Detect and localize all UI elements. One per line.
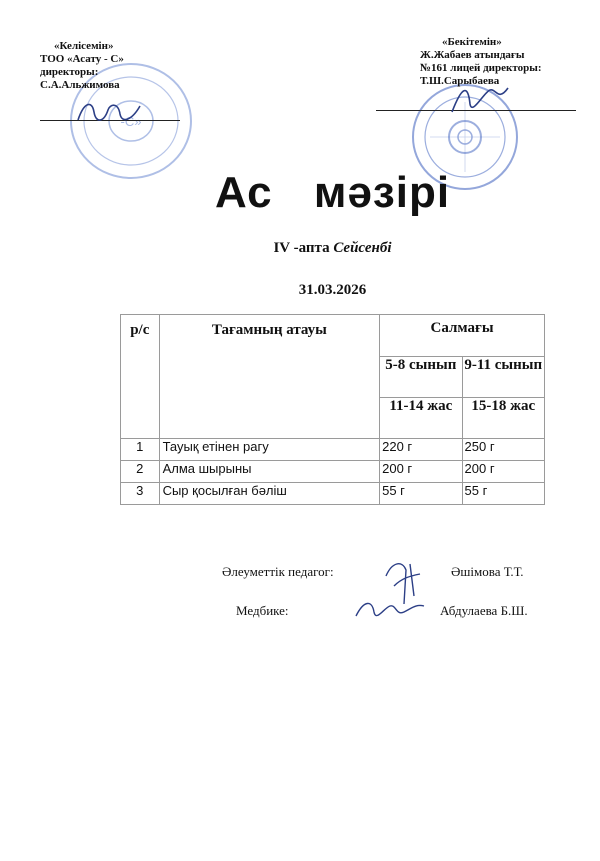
approval-left-heading: «Келісемін»	[54, 40, 114, 52]
row-weight-1: 200 г	[380, 461, 462, 483]
approval-right-position: №161 лицей директоры:	[420, 62, 542, 74]
group-grade-1: 5-8 сынып	[380, 357, 462, 398]
table-row	[121, 483, 545, 505]
week-day: Сейсенбі	[333, 240, 392, 256]
table-row	[121, 461, 545, 483]
page-title: Ас мәзірі	[214, 168, 451, 217]
svg-text:-С»: -С»	[120, 114, 142, 129]
row-dish: Сыр қосылған бәліш	[159, 483, 380, 505]
week-label: IV -апта	[273, 240, 330, 256]
approval-right-heading: «Бекітемін»	[442, 36, 502, 48]
menu-table	[120, 314, 545, 505]
row-no: 3	[121, 483, 160, 505]
row-weight-2: 200 г	[462, 461, 544, 483]
col-header-weight: Салмағы	[380, 315, 545, 357]
col-header-name: Тағамның атауы	[159, 315, 380, 439]
group-grade-2: 9-11 сынып	[462, 357, 544, 398]
approval-left-name: С.А.Альжимова	[40, 79, 120, 91]
approval-right	[420, 36, 542, 88]
footer-name-2: Абдулаева Б.Ш.	[440, 603, 528, 618]
right-signature	[448, 82, 512, 122]
group-age-2: 15-18 жас	[462, 398, 544, 439]
approval-right-name: Т.Ш.Сарыбаева	[420, 75, 500, 87]
table-row	[121, 439, 545, 461]
row-dish: Тауық етінен рагу	[159, 439, 380, 461]
footer-name-1: Әшімова Т.Т.	[451, 564, 524, 579]
row-dish: Алма шырыны	[159, 461, 380, 483]
row-weight-1: 220 г	[380, 439, 462, 461]
approval-right-school: Ж.Жабаев атындағы	[420, 49, 525, 61]
left-signature	[74, 96, 144, 130]
footer-role-2: Медбике:	[236, 603, 289, 618]
approval-left	[40, 40, 124, 92]
footer-role-1: Әлеуметтік педагог:	[222, 564, 334, 579]
nurse-signature	[352, 594, 428, 624]
row-weight-2: 250 г	[462, 439, 544, 461]
col-header-no: р/с	[121, 315, 160, 439]
approval-left-org: ТОО «Асату - С»	[40, 53, 124, 65]
row-no: 2	[121, 461, 160, 483]
menu-date: 31.03.2026	[298, 282, 367, 298]
group-age-1: 11-14 жас	[380, 398, 462, 439]
row-weight-2: 55 г	[462, 483, 544, 505]
row-no: 1	[121, 439, 160, 461]
row-weight-1: 55 г	[380, 483, 462, 505]
approval-left-position: директоры:	[40, 66, 99, 78]
week-line	[0, 240, 600, 257]
